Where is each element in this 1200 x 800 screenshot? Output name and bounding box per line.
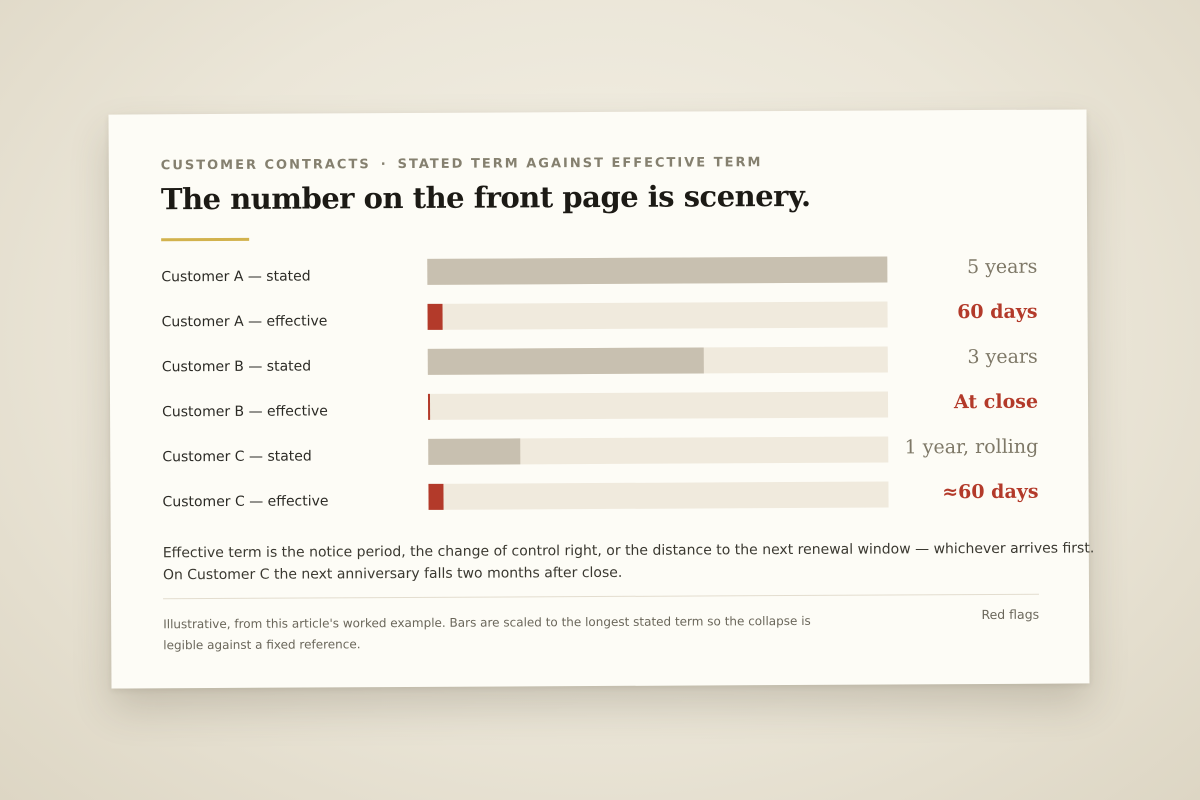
bar-row — [161, 256, 1037, 306]
bar-label: Customer B — stated — [161, 358, 312, 376]
bar-value-label: ≈60 days — [942, 480, 1039, 504]
bar-label: Customer B — effective — [162, 403, 328, 421]
bar-label: Customer C — stated — [162, 448, 312, 466]
bar-label: Customer C — effective — [162, 493, 329, 511]
note-line-1: Effective term is the notice period, the change of control right, or the distance to the next renewal window — whichever arrives first. — [162, 540, 1095, 562]
footnote-line-1: Illustrative, from this article's worked example. Bars are scaled to the longest stated term so the collapse is — [163, 613, 811, 632]
bar-value-label: 5 years — [966, 255, 1038, 279]
bar-row — [162, 391, 1038, 441]
stated-bar — [427, 256, 887, 284]
effective-bar — [427, 304, 442, 330]
bar-track — [427, 301, 887, 329]
eyebrow-right: STATED TERM AGAINST EFFECTIVE TERM — [397, 155, 763, 173]
red-flags-tag[interactable]: Red flags — [981, 606, 1040, 623]
bar-rows — [161, 256, 1038, 531]
eyebrow — [161, 155, 763, 173]
eyebrow-left: CUSTOMER CONTRACTS — [160, 157, 371, 174]
stated-bar — [428, 347, 704, 374]
accent-rule — [161, 238, 249, 241]
explanatory-note — [162, 538, 1095, 587]
bar-value-label: At close — [953, 390, 1039, 414]
footer-divider — [163, 594, 1039, 600]
chart-title: The number on the front page is scenery. — [160, 178, 811, 217]
bar-label: Customer A — effective — [161, 313, 328, 331]
effective-bar — [428, 484, 443, 510]
effective-bar — [428, 394, 430, 420]
stated-bar — [428, 438, 520, 464]
bar-track — [428, 481, 888, 509]
bar-label: Customer A — stated — [161, 268, 311, 286]
bar-track — [428, 436, 888, 464]
bar-track — [428, 391, 888, 419]
bar-track — [427, 256, 887, 284]
bar-value-label: 60 days — [957, 300, 1038, 324]
bar-value-label: 1 year, rolling — [904, 435, 1039, 459]
bar-value-label: 3 years — [967, 345, 1038, 369]
eyebrow-separator: · — [380, 157, 388, 173]
bar-row — [162, 436, 1038, 486]
footnote — [163, 611, 813, 656]
bar-row — [162, 481, 1038, 531]
bar-row — [162, 301, 1038, 351]
bar-row — [162, 346, 1038, 396]
footnote-line-2: legible against a fixed reference. — [163, 637, 361, 653]
note-line-2: On Customer C the next anniversary falls two months after close. — [162, 564, 623, 584]
chart-card — [109, 109, 1095, 688]
bar-track — [428, 346, 888, 374]
